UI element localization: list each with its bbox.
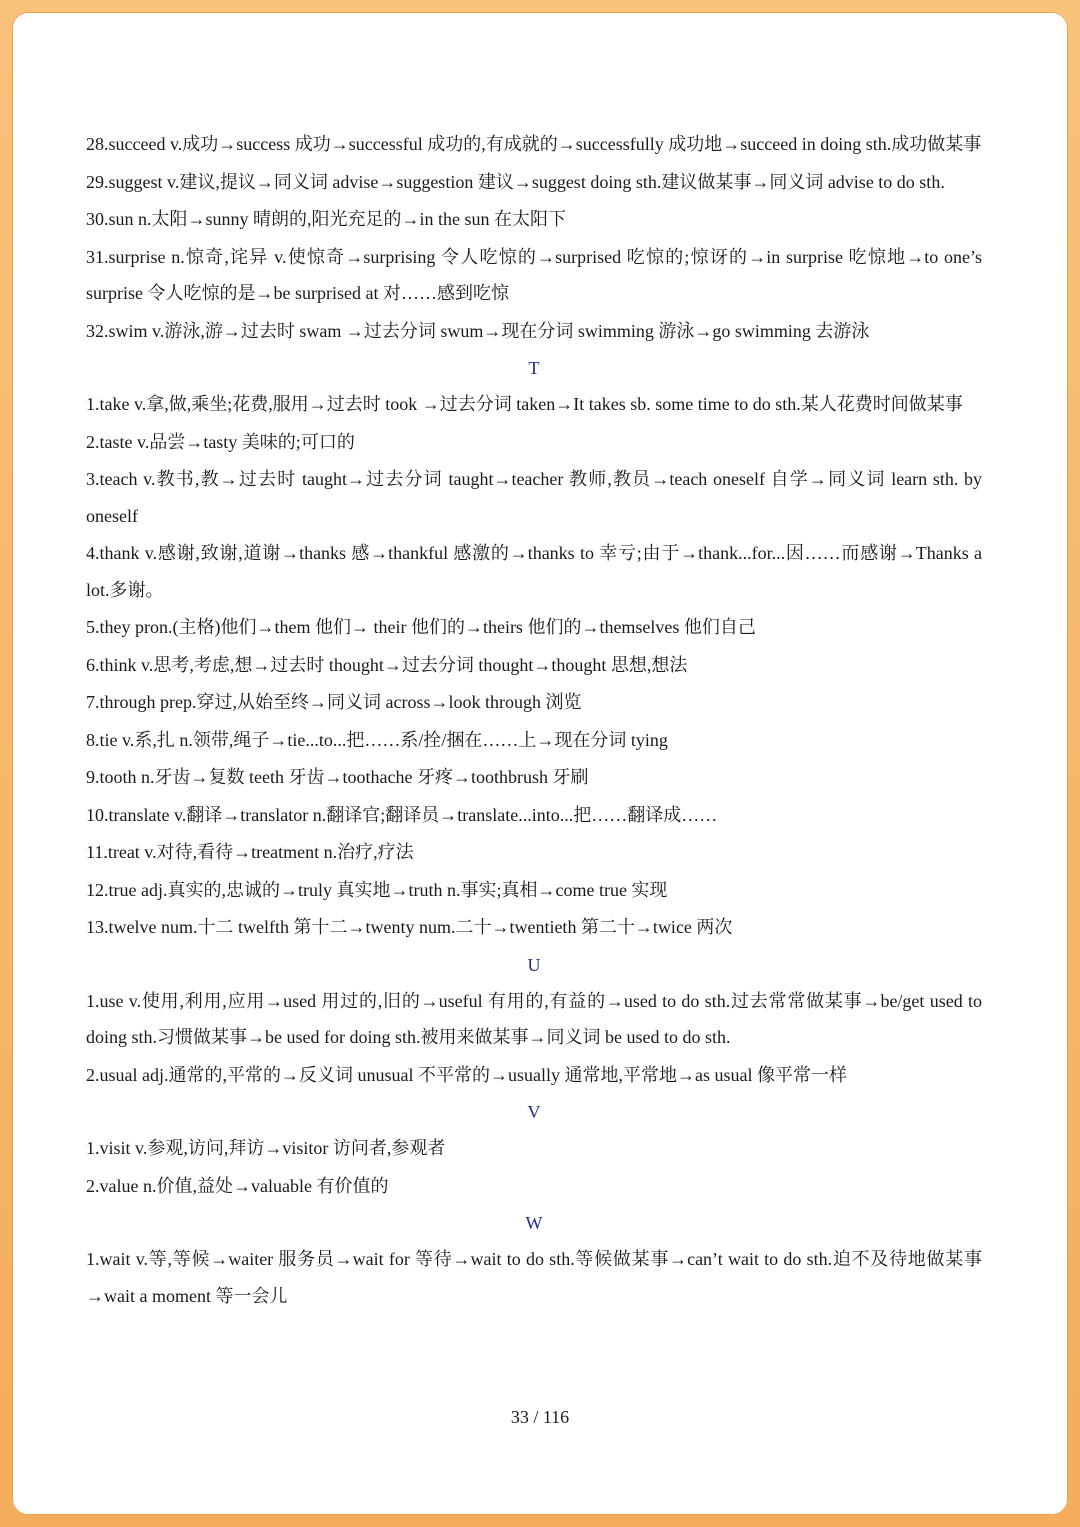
section-heading-v: V — [527, 1102, 541, 1122]
entry-visit: 1.visit v.参观,访问,拜访→visitor 访问者,参观者 — [86, 1138, 446, 1158]
entry-usual: 2.usual adj.通常的,平常的→反义词 unusual 不平常的→usually 通常地,平常地→as usual 像平常一样 — [86, 1064, 847, 1085]
entry-tooth: 9.tooth n.牙齿→复数 teeth 牙齿→toothache 牙疼→toothbrush 牙刷 — [86, 767, 589, 787]
entry-translate: 10.translate v.翻译→translator n.翻译官;翻译员→translate...into...把……翻译成…… — [86, 804, 718, 825]
entry-treat: 11.treat v.对待,看待→treatment n.治疗,疗法 — [86, 842, 414, 862]
entry-value: 2.value n.价值,益处→valuable 有价值的 — [86, 1175, 389, 1196]
entry-teach: 3.teach v.教书,教→过去时 taught→过去分词 taught→teacher 教师,教员→teach oneself 自学→同义词 learn sth. by oneself — [86, 469, 982, 526]
entry-take: 1.take v.拿,做,乘坐;花费,服用→过去时 took →过去分词 taken→It takes sb. some time to do sth.某人花费时间做某事 — [86, 394, 963, 414]
entry-tie: 8.tie v.系,扎 n.领带,绳子→tie...to...把……系/拴/捆在……上→现在分词 tying — [86, 729, 668, 750]
entry-sun: 30.sun n.太阳→sunny 晴朗的,阳光充足的→in the sun 在太阳下 — [86, 209, 567, 229]
section-heading-u: U — [527, 954, 541, 975]
section-heading-t: T — [528, 358, 540, 378]
entry-succeed: 28.succeed v.成功→success 成功→successful 成功的,有成就的→successfully 成功地→succeed in doing sth.成功做某事 — [86, 134, 982, 154]
entry-they: 5.they pron.(主格)他们→them 他们→ their 他们的→theirs 他们的→themselves 他们自己 — [86, 617, 756, 637]
section-heading-w: W — [525, 1213, 543, 1233]
entry-swim: 32.swim v.游泳,游→过去时 swam →过去分词 swum→现在分词 swimming 游泳→go swimming 去游泳 — [86, 320, 870, 341]
entry-taste: 2.taste v.品尝→tasty 美味的;可口的 — [86, 431, 355, 452]
entry-suggest: 29.suggest v.建议,提议→同义词 advise→suggestion 建议→suggest doing sth.建议做某事→同义词 advise to do sth. — [86, 171, 945, 192]
entry-surprise: 31.surprise n.惊奇,诧异 v.使惊奇→surprising 令人吃惊的→surprised 吃惊的;惊讶的→in surprise 吃惊地→to one’s surprise 令人吃惊的是→be surprised at 对……感到吃惊 — [86, 246, 982, 303]
entry-true: 12.true adj.真实的,忠诚的→truly 真实地→truth n.事实;真相→come true 实现 — [86, 879, 668, 900]
document-body — [86, 126, 982, 1315]
page-number: 33 / 116 — [510, 1407, 570, 1427]
entry-wait: 1.wait v.等,等候→waiter 服务员→wait for 等待→wait to do sth.等候做某事→can’t wait to do sth.迫不及待地做某事→wait a moment 等一会儿 — [86, 1249, 982, 1306]
entry-through: 7.through prep.穿过,从始至终→同义词 across→look through 浏览 — [86, 692, 582, 712]
entry-think: 6.think v.思考,考虑,想→过去时 thought→过去分词 thought→thought 思想,想法 — [86, 654, 688, 675]
entry-thank: 4.thank v.感谢,致谢,道谢→thanks 感→thankful 感激的→thanks to 幸亏;由于→thank...for...因……而感谢→Thanks a lot.多谢。 — [86, 543, 982, 600]
entry-use: 1.use v.使用,利用,应用→used 用过的,旧的→useful 有用的,有益的→used to do sth.过去常常做某事→be/get used to doing sth.习惯做某事→be used for doing sth.被用来做某事→同义词 be used to do sth. — [86, 990, 982, 1047]
entry-twelve: 13.twelve num.十二 twelfth 第十二→twenty num.二十→twentieth 第二十→twice 两次 — [86, 917, 733, 937]
